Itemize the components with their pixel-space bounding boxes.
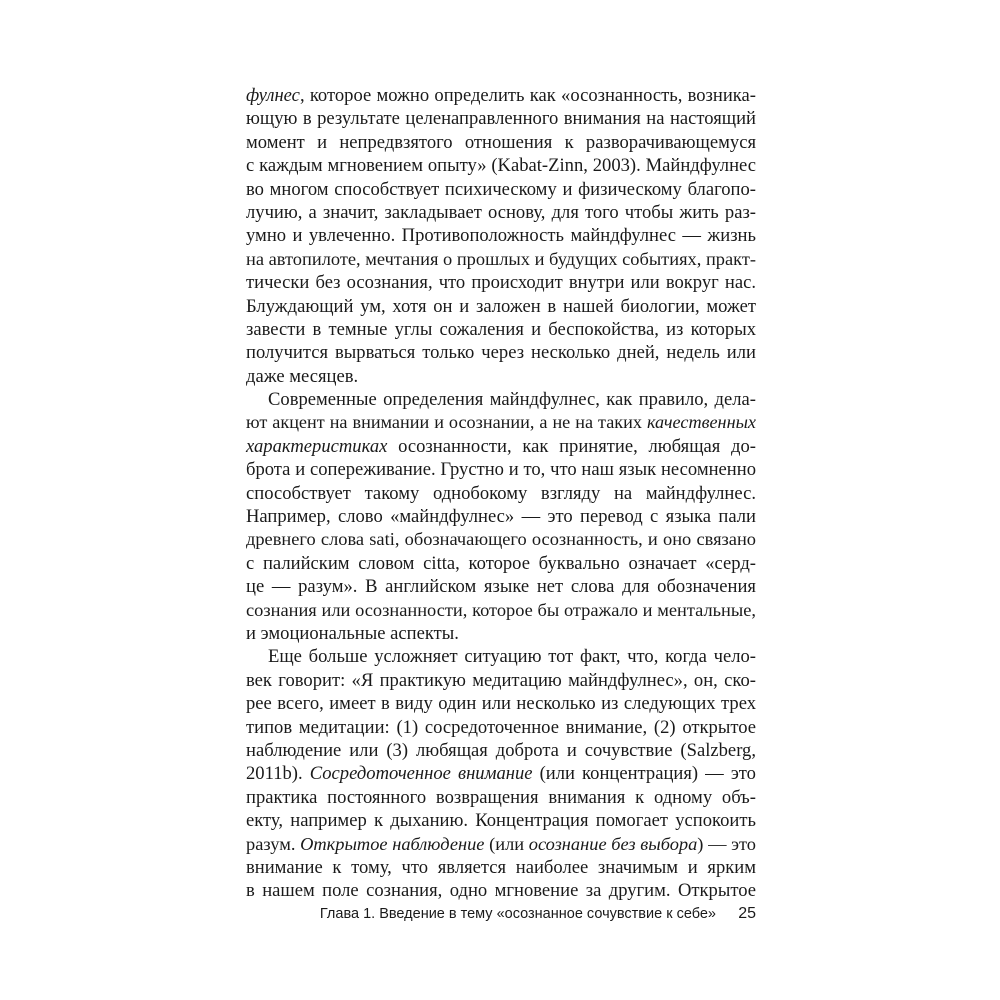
paragraph <box>246 645 756 902</box>
text-run: (или концентрация) — это <box>532 763 756 785</box>
text-line <box>246 248 756 271</box>
text-line <box>246 692 756 715</box>
text-run: в нашем поле сознания, одно мгновение за другим. Открытое <box>246 880 756 902</box>
text-line <box>246 833 756 856</box>
text-line <box>246 856 756 879</box>
text-line <box>246 552 756 575</box>
text-run: тически без осознания, что происходит внутри или вокруг нас. <box>246 272 756 294</box>
page-footer <box>246 902 756 926</box>
text-run: ) — это <box>697 833 757 854</box>
text-line <box>246 295 756 318</box>
text-run: даже месяцев. <box>246 365 359 387</box>
italic-term: осознание без выбора <box>528 833 698 854</box>
text-run: це — разум». В английском языке нет слова для обозначения <box>246 576 756 598</box>
text-line <box>246 575 756 598</box>
text-line <box>246 154 756 177</box>
text-line <box>246 739 756 762</box>
text-line <box>246 178 756 201</box>
text-run: (или <box>484 833 529 854</box>
text-run: получится вырваться только через несколько дней, недель или <box>246 342 756 364</box>
text-run: ющую в результате целенаправленного внимания на настоящий <box>246 108 756 130</box>
text-column <box>246 84 756 903</box>
text-line <box>246 435 756 458</box>
text-run: древнего слова sati, обозначающего осознанность, и оно связано <box>246 529 756 550</box>
text-run: Современные определения майндфулнес, как правило, дела- <box>268 389 756 411</box>
text-line <box>246 528 756 551</box>
text-run: практика постоянного возвращения внимания к одному объ- <box>246 786 756 808</box>
text-line <box>246 505 756 528</box>
italic-term: фулнес <box>246 85 300 106</box>
text-line <box>246 388 756 411</box>
text-run: завести в темные углы сожаления и беспокойства, из которых <box>246 318 756 340</box>
text-run: во многом способствует психическому и физическому благопо- <box>246 178 756 200</box>
text-line <box>246 669 756 692</box>
text-run: Блуждающий ум, хотя он и заложен в нашей биологии, может <box>246 295 756 317</box>
page-body <box>246 84 756 903</box>
text-line <box>246 786 756 809</box>
paragraph <box>246 388 756 645</box>
italic-term: Сосредоточенное внимание <box>309 763 533 785</box>
italic-term: качественных <box>646 412 756 433</box>
text-line <box>246 645 756 668</box>
text-line <box>246 458 756 481</box>
text-line <box>246 84 756 107</box>
text-run: с палийским словом citta, которое буквально означает «серд- <box>246 552 756 574</box>
text-line <box>246 224 756 247</box>
text-line <box>246 762 756 785</box>
text-run: ют акцент на внимании и осознании, а не на таких <box>246 412 647 433</box>
italic-term: Открытое наблюдение <box>300 833 485 854</box>
text-line <box>246 131 756 154</box>
text-run: брота и сопереживание. Грустно и то, что наш язык несомненно <box>246 459 756 481</box>
page-number: 25 <box>738 905 756 922</box>
text-run: типов медитации: (1) сосредоточенное внимание, (2) открытое <box>246 716 756 738</box>
text-run: способствует такому однобокому взгляду на майндфулнес. <box>246 482 756 504</box>
text-line <box>246 318 756 341</box>
text-run: 2011b). <box>246 763 310 785</box>
text-line <box>246 107 756 130</box>
text-run: Например, слово «майндфулнес» — это перевод с языка пали <box>246 506 756 528</box>
text-run: лучию, а значит, закладывает основу, для того чтобы жить раз- <box>246 201 756 223</box>
text-run: , которое можно определить как «осознанность, возника- <box>299 85 756 106</box>
text-run: сознания или осознанности, которое бы отражало и ментальные, <box>246 599 756 620</box>
text-run: на автопилоте, мечтания о прошлых и будущих событиях, практ- <box>246 248 756 269</box>
text-run: внимание к тому, что является наиболее значимым и ярким <box>246 856 756 878</box>
text-run: рее всего, имеет в виду один или несколько из следующих трех <box>246 693 756 715</box>
text-run: екту, например к дыханию. Концентрация помогает успокоить <box>246 810 756 832</box>
text-line <box>246 411 756 434</box>
text-line <box>246 201 756 224</box>
text-line <box>246 599 756 622</box>
text-line <box>246 879 756 902</box>
text-run: и эмоциональные аспекты. <box>246 622 459 644</box>
italic-term: характеристиках <box>246 435 388 457</box>
paragraph <box>246 84 756 388</box>
text-line <box>246 365 756 388</box>
text-line <box>246 716 756 739</box>
text-run: разум. <box>246 833 301 854</box>
text-line <box>246 482 756 505</box>
text-run: умно и увлеченно. Противоположность майндфулнес — жизнь <box>246 225 756 247</box>
text-run: век говорит: «Я практикую медитацию майндфулнес», он, ско- <box>246 669 756 691</box>
text-run: момент и непредвзятого отношения к разворачивающемуся <box>246 131 756 153</box>
text-run: осознанности, как принятие, любящая до- <box>387 435 756 457</box>
text-line <box>246 622 756 645</box>
text-run: наблюдение или (3) любящая доброта и сочувствие (Salzberg, <box>246 739 756 761</box>
text-run: с каждым мгновением опыту» (Kabat-Zinn, 2003). Майндфулнес <box>246 155 756 177</box>
text-line <box>246 809 756 832</box>
text-run: Еще больше усложняет ситуацию тот факт, что, когда чело- <box>268 646 756 668</box>
text-line <box>246 271 756 294</box>
running-footer-chapter-title: Глава 1. Введение в тему «осознанное сочувствие к себе» <box>319 906 716 922</box>
text-line <box>246 341 756 364</box>
